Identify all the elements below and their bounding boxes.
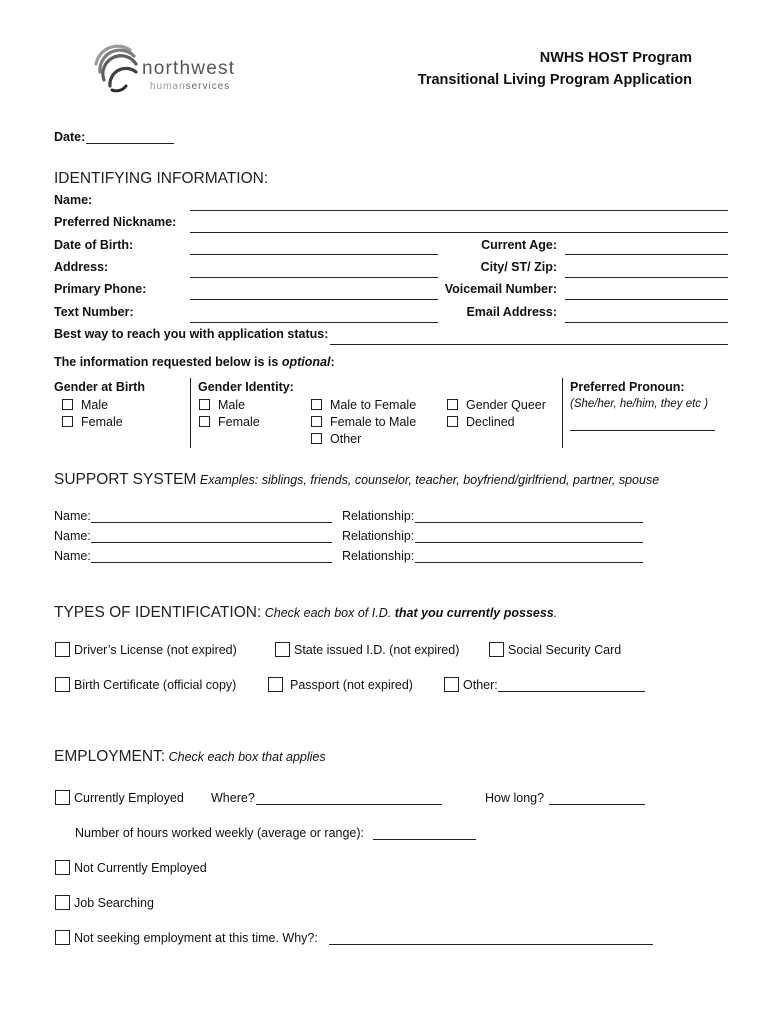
- gender-identity-ftm[interactable]: Female to Male: [311, 415, 416, 429]
- gender-birth-label: Gender at Birth: [54, 380, 145, 394]
- state-id-checkbox[interactable]: [275, 642, 290, 657]
- social-security-checkbox[interactable]: [489, 642, 504, 657]
- logo-wordmark: northwest: [142, 58, 236, 79]
- support-name-label-2: Name:: [54, 529, 91, 543]
- gender-identity-mtf[interactable]: Male to Female: [311, 398, 416, 412]
- city-st-zip-label: City/ ST/ Zip:: [480, 260, 557, 274]
- where-field[interactable]: [256, 804, 442, 805]
- pronoun-field[interactable]: [570, 430, 715, 431]
- best-way-field[interactable]: [330, 344, 728, 345]
- nickname-label: Preferred Nickname:: [54, 215, 177, 229]
- social-security-label: Social Security Card: [508, 643, 622, 657]
- support-relationship-label-3: Relationship:: [342, 549, 415, 563]
- form-title: NWHS HOST Program: [539, 50, 692, 66]
- support-name-label-1: Name:: [54, 509, 91, 523]
- email-label: Email Address:: [466, 305, 557, 319]
- gender-birth-male[interactable]: Male: [62, 398, 108, 412]
- gender-identity-male[interactable]: Male: [199, 398, 245, 412]
- other-id-checkbox[interactable]: [444, 677, 459, 692]
- job-searching-checkbox[interactable]: [55, 895, 70, 910]
- support-name-field-2[interactable]: [91, 542, 332, 543]
- identifying-heading: IDENTIFYING INFORMATION:: [54, 170, 269, 187]
- optional-note: The information requested below is is optional:: [54, 355, 335, 369]
- gender-identity-other[interactable]: Other: [311, 432, 361, 446]
- primary-phone-field[interactable]: [190, 299, 438, 300]
- email-field[interactable]: [565, 322, 728, 323]
- checkbox: [62, 416, 73, 427]
- dob-label: Date of Birth:: [54, 238, 134, 252]
- address-field[interactable]: [190, 277, 438, 278]
- checkbox: [447, 399, 458, 410]
- birth-certificate-label: Birth Certificate (official copy): [74, 678, 237, 692]
- best-way-label: Best way to reach you with application status:: [54, 327, 329, 341]
- checkbox: [311, 416, 322, 427]
- date-field[interactable]: [86, 143, 174, 144]
- current-age-label: Current Age:: [481, 238, 557, 252]
- not-seeking-reason-field[interactable]: [329, 944, 653, 945]
- support-name-field-3[interactable]: [91, 562, 332, 563]
- nickname-field[interactable]: [190, 232, 728, 233]
- checkbox: [199, 416, 210, 427]
- currently-employed-checkbox[interactable]: [55, 790, 70, 805]
- passport-checkbox[interactable]: [268, 677, 283, 692]
- state-id-label: State issued I.D. (not expired): [294, 643, 460, 657]
- gender-divider-right: [562, 378, 563, 448]
- gender-identity-label: Gender Identity:: [198, 380, 294, 394]
- checkbox: [447, 416, 458, 427]
- voicemail-label: Voicemail Number:: [444, 282, 557, 296]
- birth-certificate-checkbox[interactable]: [55, 677, 70, 692]
- logo-subtitle: humanservices: [150, 81, 231, 92]
- other-id-field[interactable]: [498, 691, 645, 692]
- how-long-label: How long?: [485, 791, 545, 805]
- text-number-label: Text Number:: [54, 305, 134, 319]
- other-id-label: Other:: [463, 678, 498, 692]
- support-relationship-field-1[interactable]: [415, 522, 643, 523]
- current-age-field[interactable]: [565, 254, 728, 255]
- gender-birth-female[interactable]: Female: [62, 415, 123, 429]
- name-field[interactable]: [190, 210, 728, 211]
- where-label: Where?: [211, 791, 255, 805]
- dob-field[interactable]: [190, 254, 438, 255]
- gender-identity-queer[interactable]: Gender Queer: [447, 398, 546, 412]
- support-heading: SUPPORT SYSTEM Examples: siblings, friends, counselor, teacher, boyfriend/girlfriend, partner, spouse: [54, 471, 660, 488]
- drivers-license-label: Driver’s License (not expired): [74, 643, 237, 657]
- support-name-label-3: Name:: [54, 549, 91, 563]
- drivers-license-checkbox[interactable]: [55, 642, 70, 657]
- job-searching-label: Job Searching: [74, 896, 154, 910]
- city-st-zip-field[interactable]: [565, 277, 728, 278]
- support-relationship-field-2[interactable]: [415, 542, 643, 543]
- checkbox: [311, 433, 322, 444]
- employment-heading: EMPLOYMENT: Check each box that applies: [54, 748, 326, 765]
- voicemail-field[interactable]: [565, 299, 728, 300]
- not-seeking-label: Not seeking employment at this time. Why?:: [74, 931, 318, 945]
- how-long-field[interactable]: [549, 804, 645, 805]
- support-name-field-1[interactable]: [91, 522, 332, 523]
- support-relationship-label-1: Relationship:: [342, 509, 415, 523]
- support-relationship-field-3[interactable]: [415, 562, 643, 563]
- passport-label: Passport (not expired): [290, 678, 413, 692]
- hours-label: Number of hours worked weekly (average or range):: [75, 826, 365, 840]
- gender-divider-left: [190, 378, 191, 448]
- pronoun-label: Preferred Pronoun:: [570, 380, 685, 394]
- currently-employed-label: Currently Employed: [74, 791, 184, 805]
- not-employed-checkbox[interactable]: [55, 860, 70, 875]
- text-number-field[interactable]: [190, 322, 438, 323]
- identification-heading: TYPES OF IDENTIFICATION: Check each box of I.D. that you currently possess.: [54, 604, 558, 621]
- logo-swirl-icon: [90, 42, 142, 94]
- support-relationship-label-2: Relationship:: [342, 529, 415, 543]
- checkbox: [199, 399, 210, 410]
- hours-field[interactable]: [373, 839, 476, 840]
- gender-identity-female[interactable]: Female: [199, 415, 260, 429]
- not-seeking-checkbox[interactable]: [55, 930, 70, 945]
- date-label: Date:: [54, 130, 86, 144]
- gender-identity-declined[interactable]: Declined: [447, 415, 515, 429]
- checkbox: [311, 399, 322, 410]
- form-subtitle: Transitional Living Program Application: [417, 72, 692, 88]
- pronoun-hint: (She/her, he/him, they etc ): [570, 398, 709, 410]
- checkbox: [62, 399, 73, 410]
- primary-phone-label: Primary Phone:: [54, 282, 147, 296]
- not-employed-label: Not Currently Employed: [74, 861, 207, 875]
- address-label: Address:: [54, 260, 109, 274]
- name-label: Name:: [54, 193, 93, 207]
